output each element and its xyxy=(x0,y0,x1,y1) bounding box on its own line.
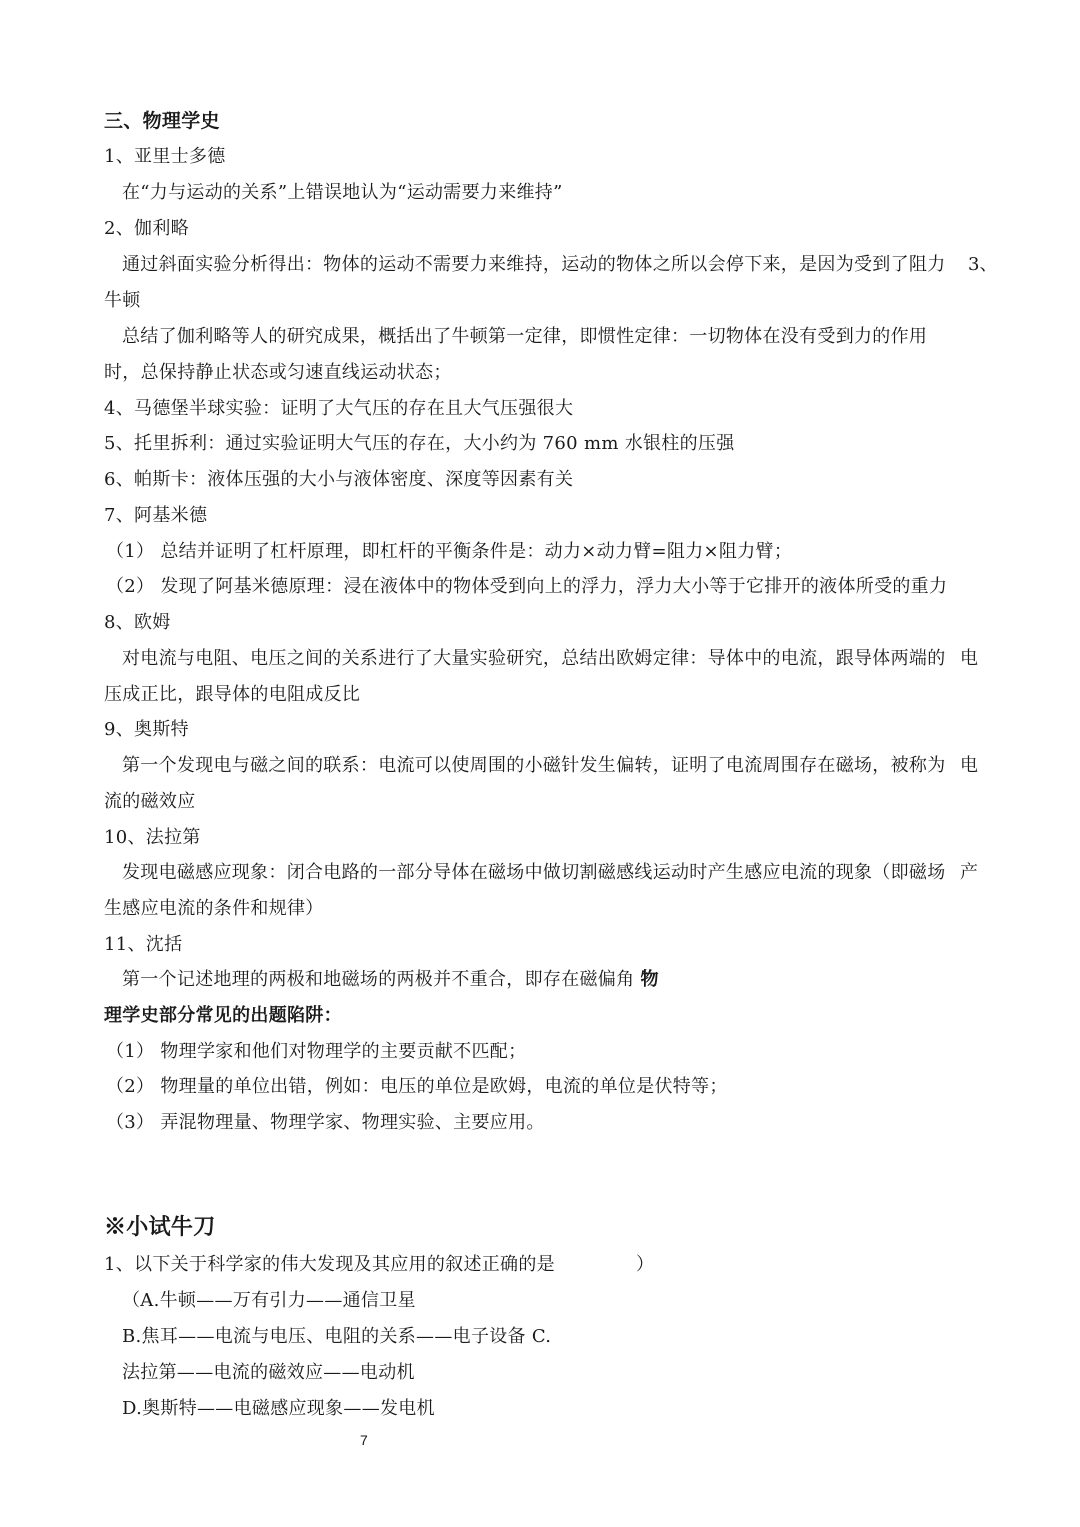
page-number: 7 xyxy=(360,1432,368,1448)
item-newton-text-1: 总结了伽利略等人的研究成果，概括出了牛顿第一定律，即惯性定律：一切物体在没有受到力的作用 xyxy=(122,326,928,347)
quiz-option-d: D.奥斯特——电磁感应现象——发电机 xyxy=(122,1398,435,1419)
item-faraday-tail: 产 xyxy=(960,862,978,883)
item-oersted-text-1: 第一个发现电与磁之间的联系：电流可以使周围的小磁针发生偏转，证明了电流周围存在磁场，被称为 xyxy=(122,755,946,776)
item-torricelli: 5、托里拆利：通过实验证明大气压的存在，大小约为 760 mm 水银柱的压强 xyxy=(104,433,735,454)
item-shenkuo-text-bold: 物 xyxy=(640,969,659,990)
item-shenkuo-text-main: 第一个记述地理的两极和地磁场的两极并不重合，即存在磁偏角 xyxy=(122,969,635,990)
quiz-question-1: 1、以下关于科学家的伟大发现及其应用的叙述正确的是 xyxy=(104,1254,555,1275)
item-archimedes: 7、阿基米德 xyxy=(104,505,208,526)
quiz-option-a: （A.牛顿——万有引力——通信卫星 xyxy=(122,1290,416,1311)
item-ohm-text-2: 压成正比，跟导体的电阻成反比 xyxy=(104,684,361,705)
quiz-option-b: B.焦耳——电流与电压、电阻的关系——电子设备 C. xyxy=(122,1326,552,1347)
item-faraday: 10、法拉第 xyxy=(104,827,201,848)
item-magdeburg: 4、马德堡半球实验：证明了大气压的存在且大气压强很大 xyxy=(104,398,574,419)
item-shenkuo-text xyxy=(122,968,659,992)
item-pascal: 6、帕斯卡：液体压强的大小与液体密度、深度等因素有关 xyxy=(104,469,574,490)
item-aristotle: 1、亚里士多德 xyxy=(104,146,226,167)
item-newton: 牛顿 xyxy=(104,290,141,311)
section-title: 三、物理学史 xyxy=(104,110,220,132)
quiz-question-1-paren: ） xyxy=(636,1254,654,1275)
item-faraday-text-2: 生感应电流的条件和规律） xyxy=(104,898,324,919)
pitfall-2: （2） 物理量的单位出错，例如：电压的单位是欧姆，电流的单位是伏特等； xyxy=(106,1076,728,1097)
item-galileo-text: 通过斜面实验分析得出：物体的运动不需要力来维持，运动的物体之所以会停下来，是因为受到了阻力 xyxy=(122,254,946,275)
item-oersted-text-2: 流的磁效应 xyxy=(104,791,196,812)
quiz-title: ※小试牛刀 xyxy=(104,1214,216,1240)
item-oersted: 9、奥斯特 xyxy=(104,719,189,740)
item-oersted-tail: 电 xyxy=(960,755,978,776)
item-ohm-tail: 电 xyxy=(960,648,978,669)
item-galileo: 2、伽利略 xyxy=(104,218,189,239)
item-archimedes-2: （2） 发现了阿基米德原理：浸在液体中的物体受到向上的浮力，浮力大小等于它排开的液体所受的重力 xyxy=(106,576,948,597)
item-aristotle-text: 在“力与运动的关系”上错误地认为“运动需要力来维持” xyxy=(122,182,563,203)
pitfall-1: （1） 物理学家和他们对物理学的主要贡献不匹配； xyxy=(106,1041,527,1062)
quiz-option-c: 法拉第——电流的磁效应——电动机 xyxy=(122,1362,415,1383)
item-newton-number: 3、 xyxy=(968,254,998,275)
item-faraday-text-1: 发现电磁感应现象：闭合电路的一部分导体在磁场中做切割磁感线运动时产生感应电流的现象（即磁场 xyxy=(122,862,946,883)
pitfall-3: （3） 弄混物理量、物理学家、物理实验、主要应用。 xyxy=(106,1112,545,1133)
item-newton-text-2: 时，总保持静止状态或匀速直线运动状态； xyxy=(104,362,452,383)
item-shenkuo: 11、沈括 xyxy=(104,934,183,955)
item-ohm-text-1: 对电流与电阻、电压之间的关系进行了大量实验研究，总结出欧姆定律：导体中的电流，跟导体两端的 xyxy=(122,648,946,669)
item-archimedes-1: （1） 总结并证明了杠杆原理，即杠杆的平衡条件是：动力×动力臂=阻力×阻力臂； xyxy=(106,541,793,562)
pitfall-title: 理学史部分常见的出题陷阱： xyxy=(104,1005,342,1026)
item-ohm: 8、欧姆 xyxy=(104,612,171,633)
